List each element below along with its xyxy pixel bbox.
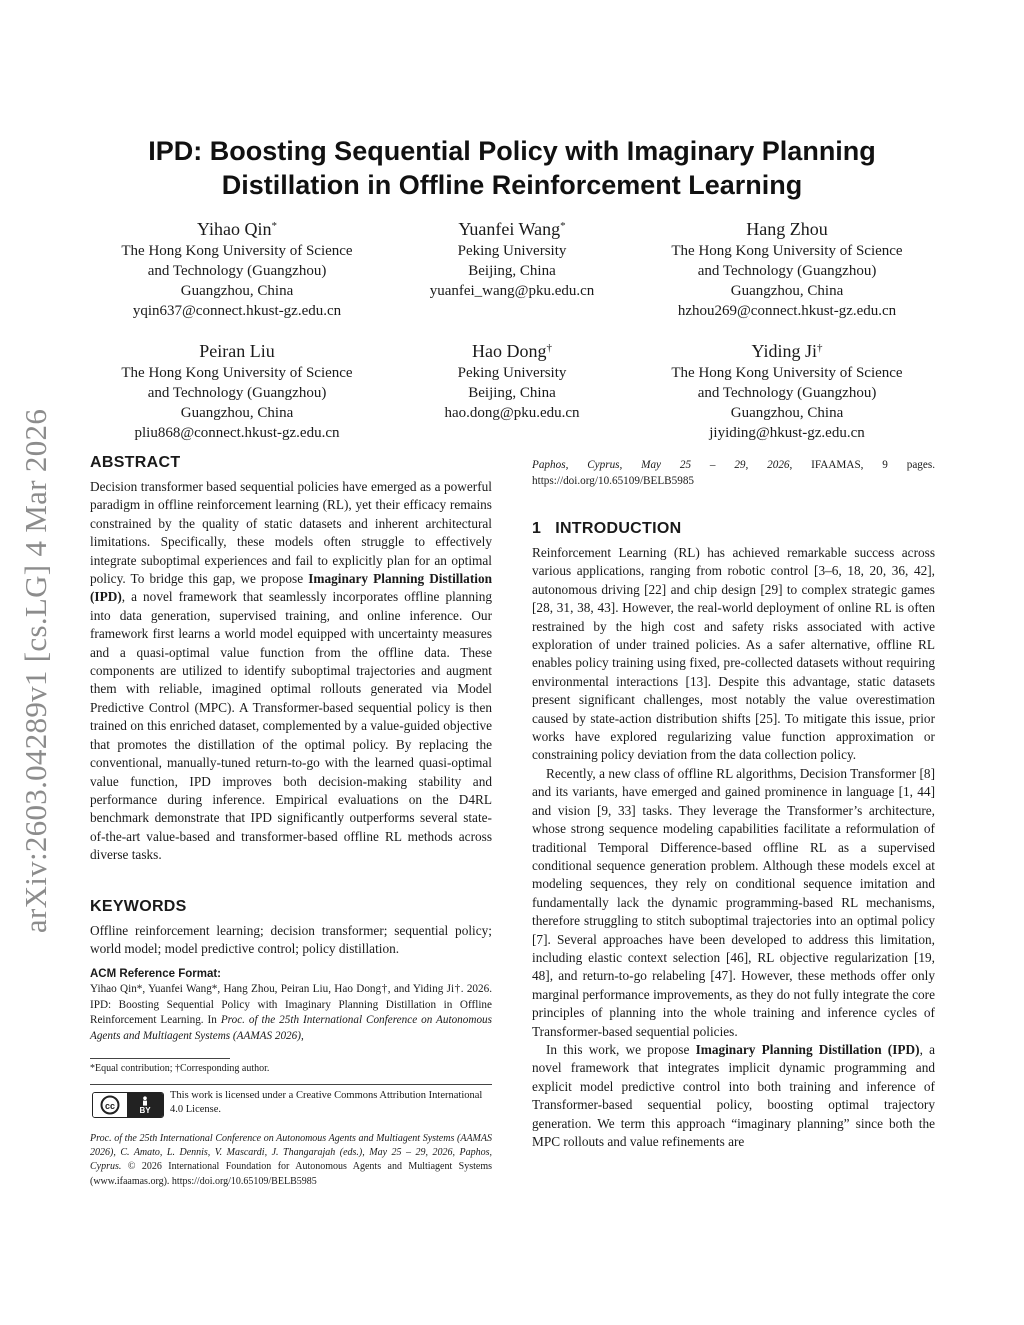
author-name: Hang Zhou: [746, 219, 828, 239]
cc-by-badge[interactable]: [92, 1092, 164, 1118]
author-email[interactable]: hzhou269@connect.hkust-gz.edu.cn: [677, 303, 897, 319]
author-affiliation: and Technology (Guangzhou): [147, 263, 327, 279]
author-mark: †: [546, 342, 552, 354]
intro-text: , a novel framework that integrates implicit dynamic programming and explicit model predictive control into both training and inference of Transformer-based sequential policy, boosting optimal trajectory generation. We term this approach “imaginary planning” since both the MPC rollouts and value refinements are: [532, 1041, 935, 1149]
author-location: Guangzhou, China: [180, 283, 294, 299]
author-name: Hao Dong: [472, 341, 547, 361]
acm-reference-continued-text: [532, 458, 935, 489]
abstract-section: [90, 454, 492, 865]
author-mark: *: [560, 220, 566, 232]
acm-reference-venue: Proc. of the 25th International Conference on Autonomous Agents and Multiagent Systems (AAMAS 2026),: [90, 1014, 492, 1042]
proceedings-text: [90, 1132, 492, 1189]
introduction-heading: [532, 520, 935, 538]
author-email[interactable]: yqin637@connect.hkust-gz.edu.cn: [132, 303, 342, 319]
author-email[interactable]: pliu868@connect.hkust-gz.edu.cn: [134, 425, 340, 441]
footnote-text: *Equal contribution; †Corresponding author.: [90, 1063, 270, 1074]
author-affiliation: Peking University: [457, 365, 567, 381]
keywords-heading: KEYWORDS: [90, 898, 187, 915]
acm-reference-continued: [532, 458, 935, 489]
author-block-4: [77, 338, 397, 443]
author-location: Guangzhou, China: [730, 283, 844, 299]
license-text: This work is licensed under a Creative Commons Attribution International 4.0 License.: [170, 1090, 483, 1116]
author-location: Guangzhou, China: [180, 405, 294, 421]
author-block-6: [627, 338, 947, 443]
cc-icon: [93, 1093, 127, 1117]
license-rule: [90, 1084, 492, 1085]
author-location: Beijing, China: [468, 385, 556, 401]
author-location: Beijing, China: [468, 263, 556, 279]
keywords-section: [90, 898, 492, 959]
author-affiliation: and Technology (Guangzhou): [697, 263, 877, 279]
cc-badge-label: cc: [104, 1101, 116, 1111]
arxiv-id-text: arXiv:2603.04289v1 [cs.LG] 4 Mar 2026: [18, 408, 54, 933]
author-name: Peiran Liu: [199, 341, 275, 361]
by-label: BY: [139, 1105, 151, 1115]
author-affiliation: The Hong Kong University of Science: [671, 365, 903, 381]
section-number: 1: [532, 520, 542, 537]
author-name: Yihao Qin: [197, 219, 272, 239]
author-name: Yuanfei Wang: [458, 219, 561, 239]
author-email[interactable]: yuanfei_wang@pku.edu.cn: [429, 283, 595, 299]
proceedings-venue: Proc. of the 25th International Conference on Autonomous Agents and Multiagent Systems (AAMAS 2026), C. Amato, L. Dennis, V. Mascardi, J. Thangarajah (eds.), May 25 – 29, 2026, Paphos, Cyprus.: [90, 1133, 492, 1173]
intro-paragraph-2: Recently, a new class of offline RL algorithms, Decision Transformer [8] and its variants, have emerged and gained prominence in language [1, 44] and vision [9, 33] tasks. They leverage the Transformer’s architecture, whose strong sequence modeling capabilities facilitate a reformulation of traditional Temporal Difference-based offline RL as a supervised conditional sequence generation problem. Although these models excel at modeling sequences, they rely on conditional sequence imitation and fundamentally lack the dynamic programming-based RL mechanisms, therefore struggling to stitch suboptimal trajectories into an optimal policy [7]. Several approaches have been developed to address this limitation, including elastic context selection [46], RL objective regularization [19, 48], and return-to-go relabeling [47]. However, these methods offer only marginal performance improvements, as they do not fully integrate the core principles of planning into the whole training and inference cycles of Transformer-based sequential policies.: [532, 765, 935, 1039]
abstract-method-name: Imaginary Planning Distillation (IPD): [90, 571, 492, 605]
abstract-text: , a novel framework that seamlessly incorporates offline planning into data generation, supervised training, and online inference. Our framework first learns a world model equipped with uncertainty measures and a quasi-optimal value function from the offline data. These components are utilized to identify suboptimal trajectories and augment them with reliable, imagined optimal rollouts generated via Model Predictive Control (MPC). A Transformer-based sequential policy is then trained on this enriched dataset, complemented by a value-guided objective that promotes the distillation of the optimal policy. By replacing the conventional, manually-tuned return-to-go with the learned quasi-optimal value function, IPD improves both decision-making stability and performance during inference. Empirical evaluations on the D4RL benchmark demonstrate that IPD significantly outperforms several state-of-the-art value-based and transformer-based offline RL methods across diverse tasks.: [90, 589, 492, 863]
author-location: Guangzhou, China: [730, 405, 844, 421]
author-email[interactable]: hao.dong@pku.edu.cn: [444, 405, 580, 421]
proceedings-copyright: © 2026 International Foundation for Autonomous Agents and Multiagent Systems (www.ifaamas.org). https://doi.org/10.65109/BELB5985: [90, 1161, 492, 1187]
intro-text: In this work, we propose: [546, 1041, 696, 1057]
author-email[interactable]: jiyiding@hkust-gz.edu.cn: [709, 425, 865, 441]
acm-reference-text: [90, 982, 492, 1044]
author-affiliation: The Hong Kong University of Science: [671, 243, 903, 259]
author-affiliation: and Technology (Guangzhou): [697, 385, 877, 401]
author-mark: *: [271, 220, 277, 232]
introduction-section: [532, 520, 935, 1151]
author-mark: †: [817, 342, 823, 354]
title-line-1: IPD: Boosting Sequential Policy with Imaginary Planning: [148, 136, 876, 166]
author-block-1: [77, 216, 397, 321]
author-block-3: [627, 216, 947, 321]
by-icon: [127, 1093, 163, 1117]
keywords-text: Offline reinforcement learning; decision transformer; sequential policy; world model; model predictive control; policy distillation.: [90, 923, 492, 957]
section-title: INTRODUCTION: [555, 520, 682, 537]
intro-paragraph-1: Reinforcement Learning (RL) has achieved remarkable success across various applications, ranging from robotic control [3–6, 18, 20, 36, 42], autonomous driving [22] and chip design [29] to complex strategic games [28, 31, 38, 43]. However, the real-world deployment of online RL is often restrained by the high cost and safety risks associated with active exploration of under trained policies. As a safer alternative, offline RL enables policy training using fixed, pre-collected datasets without requiring environmental interactions [13]. Despite this advantage, static datasets present significant challenges, most notably the value overestimation caused by state-action distribution shifts [25]. To mitigate this issue, prior works have explored regularizing value function approximation or constraining policy deviation from the data collection policy.: [532, 545, 935, 763]
intro-paragraph-3: [532, 1041, 935, 1151]
abstract-heading: ABSTRACT: [90, 454, 181, 471]
title-line-2: Distillation in Offline Reinforcement Learning: [221, 170, 803, 200]
proceedings-info: [90, 1132, 492, 1189]
abstract-text: Decision transformer based sequential policies have emerged as a powerful paradigm in offline reinforcement learning (RL), yet their efficacy remains constrained by the quality of static datasets and inherent architectural limitations. Specifically, these models often struggle to effectively integrate suboptimal experiences and fail to explicitly plan for an optimal policy. To bridge this gap, we propose: [90, 479, 492, 587]
author-affiliation: and Technology (Guangzhou): [147, 385, 327, 401]
author-block-2: [352, 216, 672, 301]
author-affiliation: The Hong Kong University of Science: [121, 365, 353, 381]
author-affiliation: The Hong Kong University of Science: [121, 243, 353, 259]
acm-reference: [90, 966, 492, 1044]
footnote: [90, 1062, 492, 1076]
acm-reference-heading: ACM Reference Format:: [90, 968, 221, 980]
acm-reference-place: Paphos, Cyprus, May 25 – 29, 2026: [532, 459, 790, 471]
acm-reference-citation: Yihao Qin*, Yuanfei Wang*, Hang Zhou, Peiran Liu, Hao Dong†, and Yiding Ji†. 2026. IPD: Boosting Sequential Policy with Imaginary Planning Distillation in Offline Reinforcement Learning. In: [90, 983, 492, 1027]
acm-reference-doi: , IFAAMAS, 9 pages. https://doi.org/10.65109/BELB5985: [532, 459, 936, 487]
arxiv-identifier: [10, 378, 62, 963]
abstract-body: [90, 478, 492, 865]
intro-method-name: Imaginary Planning Distillation (IPD): [695, 1041, 920, 1057]
author-block-5: [352, 338, 672, 423]
author-name: Yiding Ji: [751, 341, 817, 361]
footnote-rule: [90, 1058, 230, 1059]
paper-title: [100, 134, 924, 202]
author-affiliation: Peking University: [457, 243, 567, 259]
